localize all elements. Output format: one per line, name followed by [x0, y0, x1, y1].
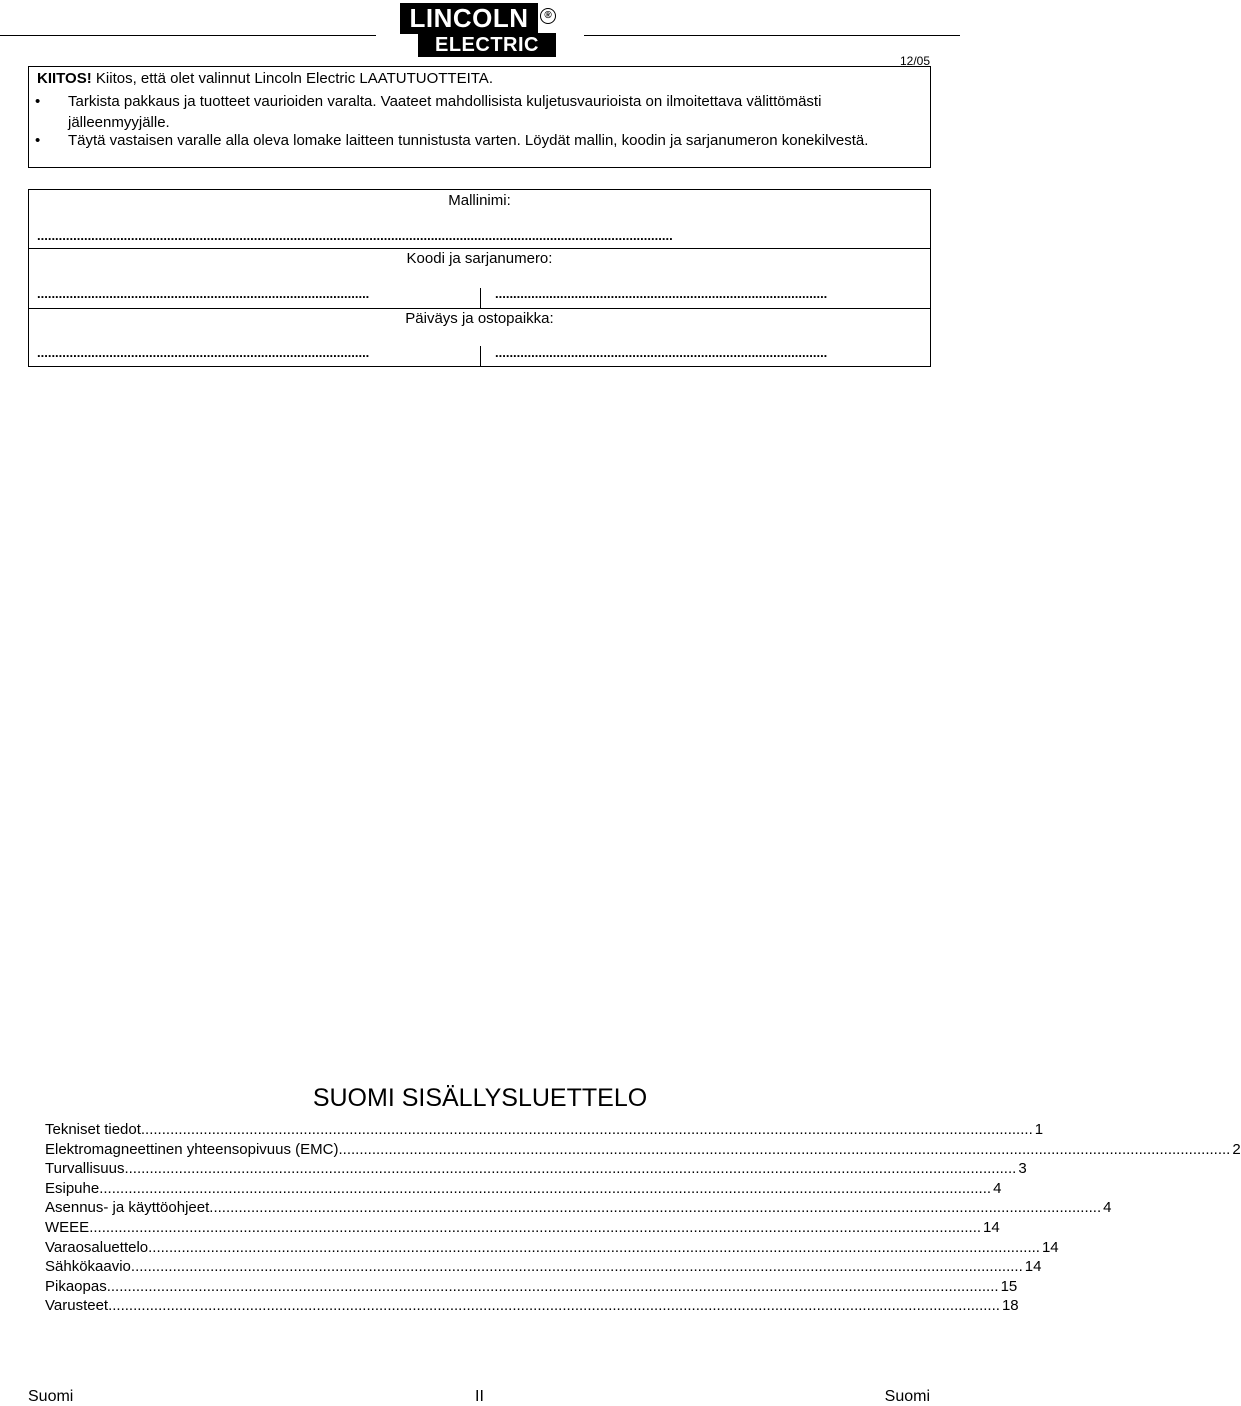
document-date: 12/05: [899, 54, 930, 68]
toc-entry-page: 3: [1018, 1160, 1027, 1178]
toc-entry-page: 14: [983, 1218, 1000, 1236]
bullet-icon: •: [35, 132, 41, 149]
toc-entry-label: Esipuhe: [45, 1179, 100, 1197]
toc-leader-dots: ......................................................................................................................................................................................................................: [99, 1179, 992, 1197]
toc-entry-page: 14: [1024, 1258, 1042, 1276]
toc-leader-dots: ......................................................................................................................................................................................................................: [209, 1199, 1102, 1217]
date-label: Päiväys ja ostopaikka:: [405, 310, 554, 327]
toc-title: SUOMI SISÄLLYSLUETTELO: [312, 1084, 648, 1112]
row-divider: [29, 308, 930, 309]
footer-language-left: Suomi: [28, 1388, 74, 1405]
toc-entry[interactable]: [45, 1257, 1042, 1277]
toc-entry-page: 4: [993, 1179, 1002, 1197]
row-divider: [29, 248, 930, 249]
page-number: II: [475, 1388, 484, 1405]
logo-line-1: LINCOLN: [400, 3, 538, 34]
toc-entry-label: Elektromagneettinen yhteensopivuus (EMC): [45, 1140, 339, 1158]
toc-leader-dots: ......................................................................................................................................................................................................................: [106, 1277, 999, 1295]
notice-bullet: [35, 130, 915, 151]
toc-entry[interactable]: [45, 1159, 1027, 1179]
toc-entry[interactable]: [45, 1277, 1018, 1297]
thanks-bold: KIITOS!: [37, 70, 92, 87]
notice-box: [28, 66, 931, 168]
toc-leader-dots: ......................................................................................................................................................................................................................: [89, 1218, 982, 1236]
toc-entry-page: 14: [1041, 1238, 1059, 1256]
toc-leader-dots: ......................................................................................................................................................................................................................: [148, 1238, 1040, 1256]
toc-entry-label: Varusteet: [45, 1297, 109, 1315]
header-rule-left: [0, 35, 376, 36]
toc-entry-label: Asennus- ja käyttöohjeet: [45, 1199, 210, 1217]
serial-field[interactable]: ............................................................................................: [495, 286, 828, 301]
registered-mark: ®: [540, 8, 556, 24]
toc-entry[interactable]: [45, 1179, 1002, 1199]
code-field[interactable]: ............................................................................................: [37, 286, 370, 301]
thanks-text: Kiitos, että olet valinnut Lincoln Electric LAATUTUOTTEITA.: [91, 70, 493, 87]
toc-leader-dots: ......................................................................................................................................................................................................................: [124, 1160, 1017, 1178]
model-label: Mallinimi:: [448, 192, 511, 209]
code-label: Koodi ja sarjanumero:: [406, 250, 553, 267]
toc-entry-label: Varaosaluettelo: [45, 1238, 149, 1256]
toc-entry[interactable]: [45, 1140, 1241, 1160]
toc-leader-dots: ......................................................................................................................................................................................................................: [108, 1297, 1000, 1315]
toc-leader-dots: ......................................................................................................................................................................................................................: [130, 1258, 1023, 1276]
date-field[interactable]: ............................................................................................: [37, 345, 370, 360]
toc-entry-label: Pikaopas: [45, 1277, 107, 1295]
toc-entry-page: 1: [1034, 1121, 1044, 1138]
toc-entry-page: 18: [1001, 1297, 1019, 1315]
place-field[interactable]: ............................................................................................: [495, 345, 828, 360]
lincoln-electric-logo: [398, 2, 560, 58]
footer-language-right: Suomi: [884, 1388, 930, 1405]
toc-entry[interactable]: [45, 1120, 1044, 1140]
column-divider: [480, 288, 481, 308]
model-field[interactable]: ................................................................................................................................................................................: [37, 228, 673, 243]
toc-entry-label: Turvallisuus: [45, 1160, 125, 1178]
toc-entry-page: 2: [1232, 1140, 1241, 1158]
bullet-text: Tarkista pakkaus ja tuotteet vaurioiden varalta. Vaateet mahdollisista kuljetusvaurioista on ilmoitettava välittömästi jälleenmyyjälle.: [68, 93, 822, 131]
bullet-icon: •: [35, 93, 41, 110]
toc-entry-page: 15: [1000, 1277, 1018, 1295]
header-rule-right: [584, 35, 960, 36]
toc-leader-dots: ......................................................................................................................................................................................................................: [140, 1121, 1033, 1138]
toc-entry[interactable]: [45, 1238, 1059, 1258]
toc-entry[interactable]: [45, 1296, 1019, 1316]
toc-entry-page: 4: [1103, 1199, 1112, 1217]
toc-entry[interactable]: [45, 1218, 1000, 1238]
toc-entry[interactable]: [45, 1198, 1112, 1218]
toc-entry-label: WEEE: [45, 1218, 90, 1236]
identification-form: [28, 189, 931, 367]
toc-entry-label: Sähkökaavio: [45, 1258, 131, 1276]
toc-leader-dots: ......................................................................................................................................................................................................................: [338, 1140, 1231, 1158]
table-of-contents: [45, 1120, 1241, 1316]
notice-bullet: [35, 91, 915, 133]
logo-line-2: ELECTRIC: [418, 33, 556, 57]
toc-entry-label: Tekniset tiedot: [45, 1121, 141, 1138]
bullet-text: Täytä vastaisen varalle alla oleva lomake laitteen tunnistusta varten. Löydät mallin, koodin ja sarjanumeron konekilvestä.: [68, 132, 869, 149]
column-divider: [480, 346, 481, 366]
thanks-line: [37, 69, 493, 89]
